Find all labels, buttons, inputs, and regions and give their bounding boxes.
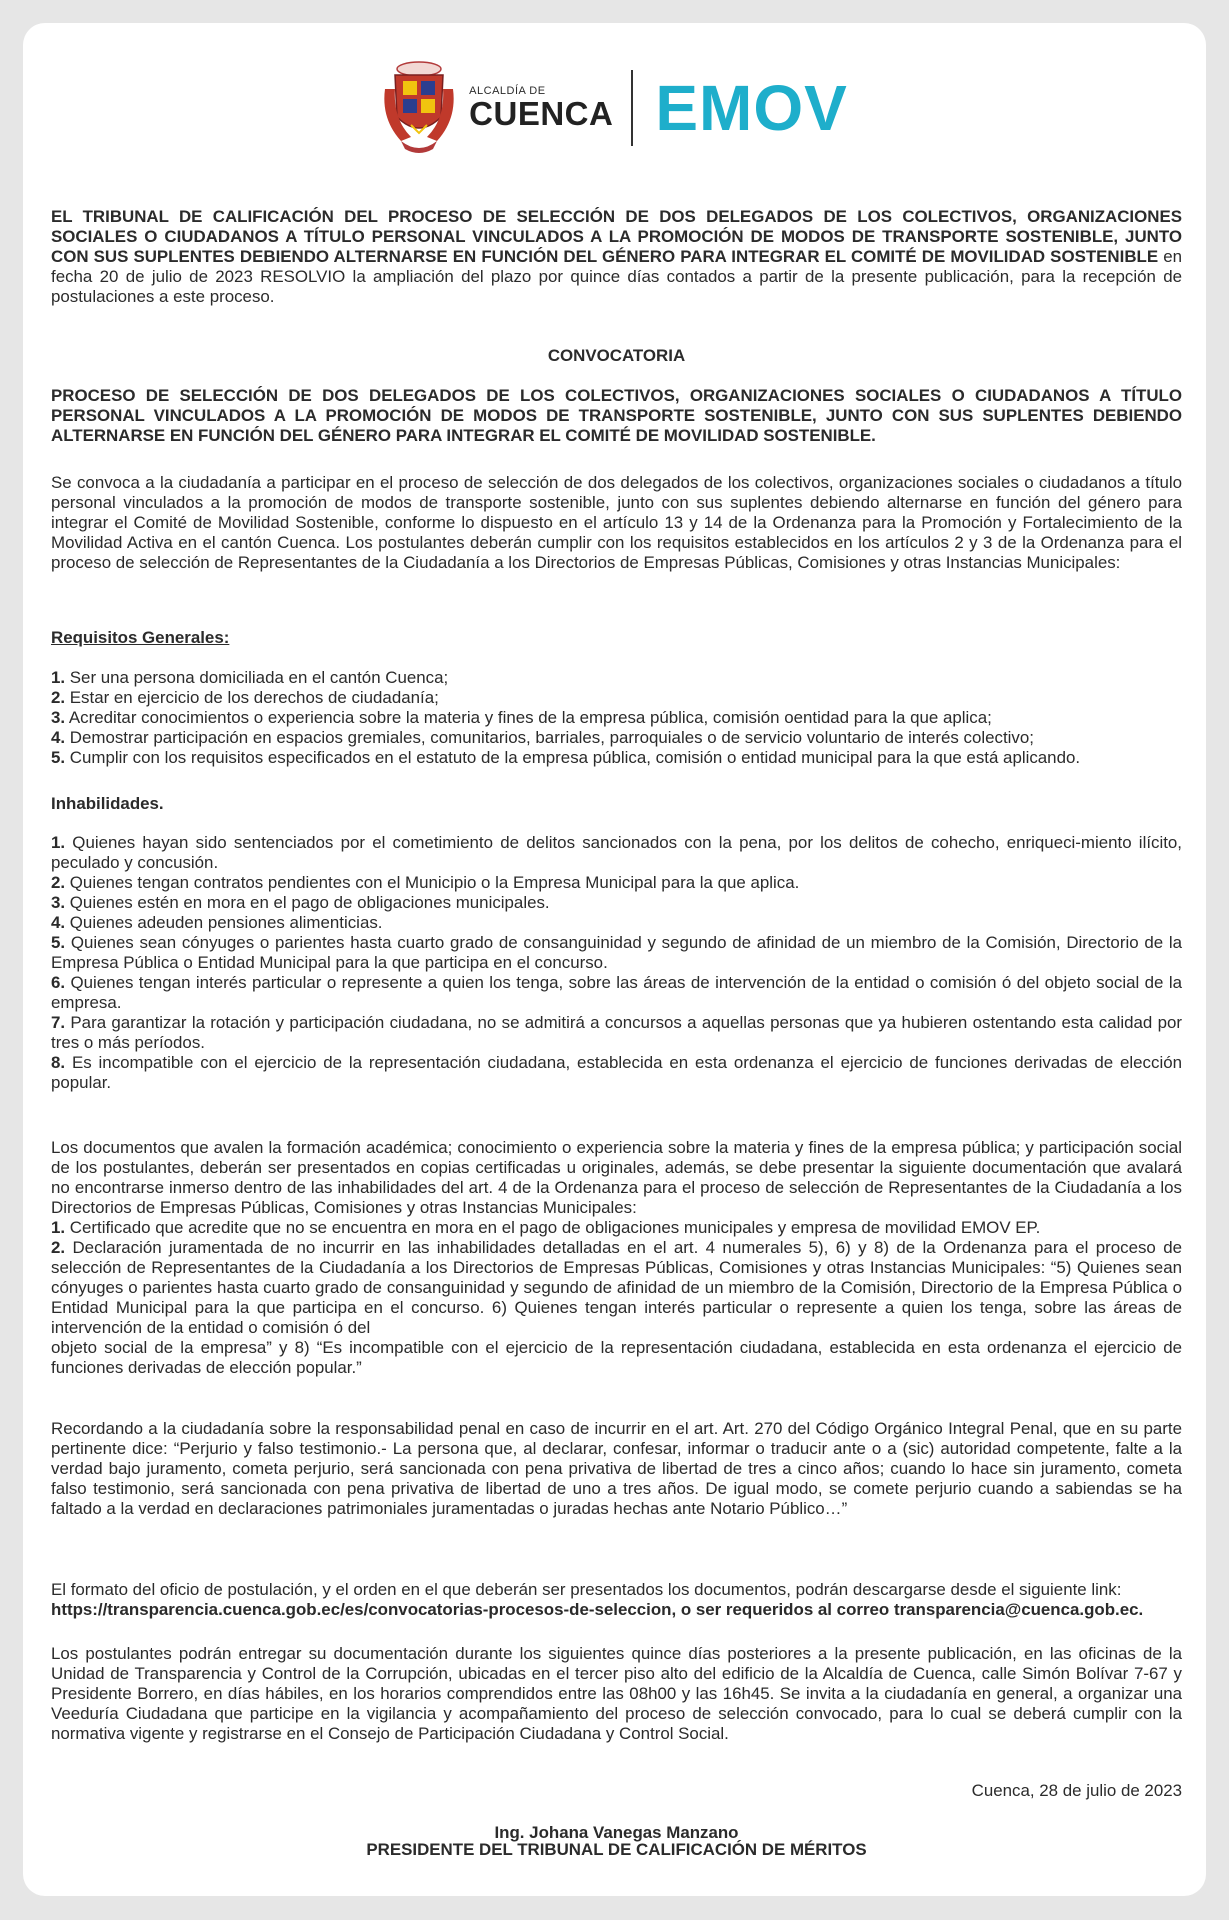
documents-intro: Los documentos que avalen la formación académica; conocimiento o experiencia sobre la materia y fines de la empresa pública; y participación social de los postulantes, deberán ser presentados en copias certificadas u originales, además, se debe presentar la siguiente documentación que avalará no encontrarse inmerso dentro de las inhabilidades del art. 4 de la Ordenanza para el proceso de selección de Representantes de la Ciudadanía a los Directorios de Empresas Públicas, Comisiones y otras Instancias Municipales: (51, 1138, 1182, 1217)
list-item (51, 668, 1182, 688)
alcaldia-logo-text (469, 85, 613, 131)
item-text: Demostrar participación en espacios gremiales, comunitarios, barriales, parroquiales o de servicio voluntario de interés colectivo; (65, 728, 1034, 747)
item-number: 3. (51, 708, 66, 727)
header-logos (23, 53, 1206, 163)
documents-section (51, 1138, 1182, 1378)
item-text: Quienes hayan sido sentenciados por el cometimiento de delitos sancionados con la pena, por los delitos de cohecho, enriqueci-miento ilícito, peculado y concusión. (51, 833, 1182, 872)
list-item (51, 688, 1182, 708)
inhabilidades-heading: Inhabilidades. (51, 794, 164, 813)
list-item (51, 1013, 1182, 1053)
formato-link[interactable]: https://transparencia.cuenca.gob.ec/es/convocatorias-procesos-de-seleccion, o ser requeridos al correo transparencia@cuenca.gob.ec. (51, 1600, 1144, 1619)
logo-divider (631, 70, 633, 146)
list-item (51, 833, 1182, 873)
coat-of-arms-icon (381, 59, 457, 157)
signature-name: Ing. Johana Vanegas Manzano (494, 1823, 739, 1842)
item-number: 2. (51, 1238, 66, 1257)
item-text: Es incompatible con el ejercicio de la representación ciudadana, establecida en esta ordenanza el ejercicio de funciones derivadas de elección popular. (51, 1053, 1182, 1092)
date-line: Cuenca, 28 de julio de 2023 (971, 1781, 1182, 1800)
item-text: Para garantizar la rotación y participación ciudadana, no se admitirá a concursos a aquellas personas que ya hubieren ostentando esta calidad por tres o más períodos. (51, 1013, 1182, 1052)
list-item (51, 1053, 1182, 1093)
item-number: 5. (51, 933, 66, 952)
item-text: Quienes estén en mora en el pago de obligaciones municipales. (65, 893, 550, 912)
alcaldia-small-text: ALCALDÍA DE (469, 85, 546, 97)
list-item (51, 913, 1182, 933)
documents-item-continued: objeto social de la empresa” y 8) “Es incompatible con el ejercicio de la representación ciudadana, establecida en esta ordenanza el ejercicio de funciones derivadas de elección popular.” (51, 1338, 1182, 1377)
item-text: Declaración juramentada de no incurrir en las inhabilidades detalladas en el art. 4 numerales 5), 6) y 8) de la Ordenanza para el proceso de selección de Representantes de la Ciudadanía a los Directorios de Empresas Públicas, Comisiones y otras Instancias Municipales: “5) Quienes sean cónyuges o parientes hasta cuarto grado de consanguinidad y segundo de afinidad de un miembro de la Comisión, Directorio de la Empresa Pública o Entidad Municipal para la que participa en el concurso. 6) Quienes tengan interés particular o represente a quien los tenga, sobre las áreas de intervención de la entidad o comisión ó del (51, 1238, 1182, 1337)
process-title: PROCESO DE SELECCIÓN DE DOS DELEGADOS DE LOS COLECTIVOS, ORGANIZACIONES SOCIALES O CIUDADANOS A TÍTULO PERSONAL VINCULADOS A LA PROMOCIÓN DE MODOS DE TRANSPORTE SOSTENIBLE, JUNTO CON SUS SUPLENTES DEBIENDO ALTERNARSE EN FUNCIÓN DEL GÉNERO PARA INTEGRAR EL COMITÉ DE MOVILIDAD SOSTENIBLE. (51, 386, 1182, 445)
item-number: 6. (51, 973, 66, 992)
entrega-paragraph: Los postulantes podrán entregar su documentación durante los siguientes quince días posteriores a la presente publicación, en las oficinas de la Unidad de Transparencia y Control de la Corrupción, ubicadas en el tercer piso alto del edificio de la Alcaldía de Cuenca, calle Simón Bolívar 7-67 y Presidente Borrero, en días hábiles, en los horarios comprendidos entre las 08h00 y las 16h45. Se invita a la ciudadanía en general, a organizar una Veeduría Ciudadana que participe en la vigilancia y acompañamiento del proceso de selección convocado, para lo cual se deberá cumplir con la normativa vigente y registrarse en el Consejo de Participación Ciudadana y Control Social. (51, 1644, 1182, 1743)
item-number: 1. (51, 1218, 66, 1237)
list-item (51, 748, 1182, 768)
item-text: Ser una persona domiciliada en el cantón Cuenca; (65, 668, 449, 687)
item-text: Cumplir con los requisitos especificados en el estatuto de la empresa pública, comisión o entidad municipal para la que está aplicando. (65, 748, 1081, 767)
item-text: Certificado que acredite que no se encuentra en mora en el pago de obligaciones municipales y empresa de movilidad EMOV EP. (65, 1218, 1041, 1237)
documents-item (51, 1218, 1182, 1238)
signature-title: PRESIDENTE DEL TRIBUNAL DE CALIFICACIÓN DE MÉRITOS (366, 1840, 867, 1859)
list-item (51, 933, 1182, 973)
list-item (51, 973, 1182, 1013)
item-number: 4. (51, 728, 66, 747)
cuenca-text: CUENCA (469, 95, 614, 132)
item-text: Quienes tengan contratos pendientes con el Municipio o la Empresa Municipal para la que aplica. (65, 873, 800, 892)
item-number: 1. (51, 668, 66, 687)
item-text: Estar en ejercicio de los derechos de ciudadanía; (65, 688, 439, 707)
item-number: 2. (51, 873, 66, 892)
document-card (23, 23, 1206, 1896)
item-number: 8. (51, 1053, 66, 1072)
item-text: Quienes sean cónyuges o parientes hasta cuarto grado de consanguinidad y segundo de afinidad de un miembro de la Comisión, Directorio de la Empresa Pública o Entidad Municipal para la que participa en el concurso. (51, 933, 1182, 972)
item-number: 4. (51, 913, 66, 932)
documents-item (51, 1238, 1182, 1338)
item-number: 1. (51, 833, 66, 852)
convocatoria-title: CONVOCATORIA (547, 346, 686, 365)
intro-paragraph (51, 207, 1182, 307)
item-text: Quienes tengan interés particular o represente a quien los tenga, sobre las áreas de intervención de la entidad o comisión ó del objeto social de la empresa. (51, 973, 1182, 1012)
list-item (51, 728, 1182, 748)
item-number: 3. (51, 893, 66, 912)
list-item (51, 893, 1182, 913)
item-text: Quienes adeuden pensiones alimenticias. (65, 913, 383, 932)
item-number: 5. (51, 748, 66, 767)
inhabilidades-list (51, 833, 1182, 1093)
item-number: 2. (51, 688, 66, 707)
list-item (51, 708, 1182, 728)
item-number: 7. (51, 1013, 66, 1032)
formato-paragraph (51, 1580, 1182, 1620)
intro-bold: EL TRIBUNAL DE CALIFICACIÓN DEL PROCESO DE SELECCIÓN DE DOS DELEGADOS DE LOS COLECTIVOS, ORGANIZACIONES SOCIALES O CIUDADANOS A TÍTULO PERSONAL VINCULADOS A LA PROMOCIÓN DE MODOS DE TRANSPORTE SOSTENIBLE, JUNTO CON SUS SUPLENTES DEBIENDO ALTERNARSE EN FUNCIÓN DEL GÉNERO PARA INTEGRAR EL COMITÉ DE MOVILIDAD SOSTENIBLE (51, 207, 1182, 266)
intro-rest: en fecha 20 de julio de 2023 RESOLVIO la ampliación del plazo por quince días contados a partir de la presente publicación, para la recepción de postulaciones a este proceso. (51, 247, 1182, 306)
list-item (51, 873, 1182, 893)
item-text: Acreditar conocimientos o experiencia sobre la materia y fines de la empresa pública, comisión oentidad para la que aplica; (65, 708, 992, 727)
formato-text: El formato del oficio de postulación, y el orden en el que deberán ser presentados los documentos, podrán descargarse desde el siguiente link: (51, 1580, 1122, 1599)
emov-logo: EMOV (655, 72, 848, 144)
requisitos-list (51, 668, 1182, 768)
requisitos-heading: Requisitos Generales: (51, 628, 230, 647)
call-paragraph: Se convoca a la ciudadanía a participar en el proceso de selección de dos delegados de los colectivos, organizaciones sociales o ciudadanos a título personal vinculados a la promoción de modos de transporte sostenible, junto con sus suplentes debiendo alternarse en función del género para integrar el Comité de Movilidad Sostenible, conforme lo dispuesto en el artículo 13 y 14 de la Ordenanza para la Promoción y Fortalecimiento de la Movilidad Activa en el cantón Cuenca. Los postulantes deberán cumplir con los requisitos establecidos en los artículos 2 y 3 de la Ordenanza para el proceso de selección de Representantes de la Ciudadanía a los Directorios de Empresas Públicas, Comisiones y otras Instancias Municipales: (51, 473, 1182, 572)
perjurio-paragraph: Recordando a la ciudadanía sobre la responsabilidad penal en caso de incurrir en el art. Art. 270 del Código Orgánico Integral Penal, que en su parte pertinente dice: “Perjurio y falso testimonio.- La persona que, al declarar, confesar, informar o traducir ante o a (sic) autoridad competente, falte a la verdad bajo juramento, cometa perjurio, será sancionada con pena privativa de libertad de tres a cinco años; cuando lo hace sin juramento, cometa falso testimonio, será sancionada con pena privativa de libertad de uno a tres años. De igual modo, se comete perjurio cuando a sabiendas se ha faltado a la verdad en declaraciones patrimoniales juramentadas o juradas hechas ante Notario Público…” (51, 1419, 1182, 1518)
